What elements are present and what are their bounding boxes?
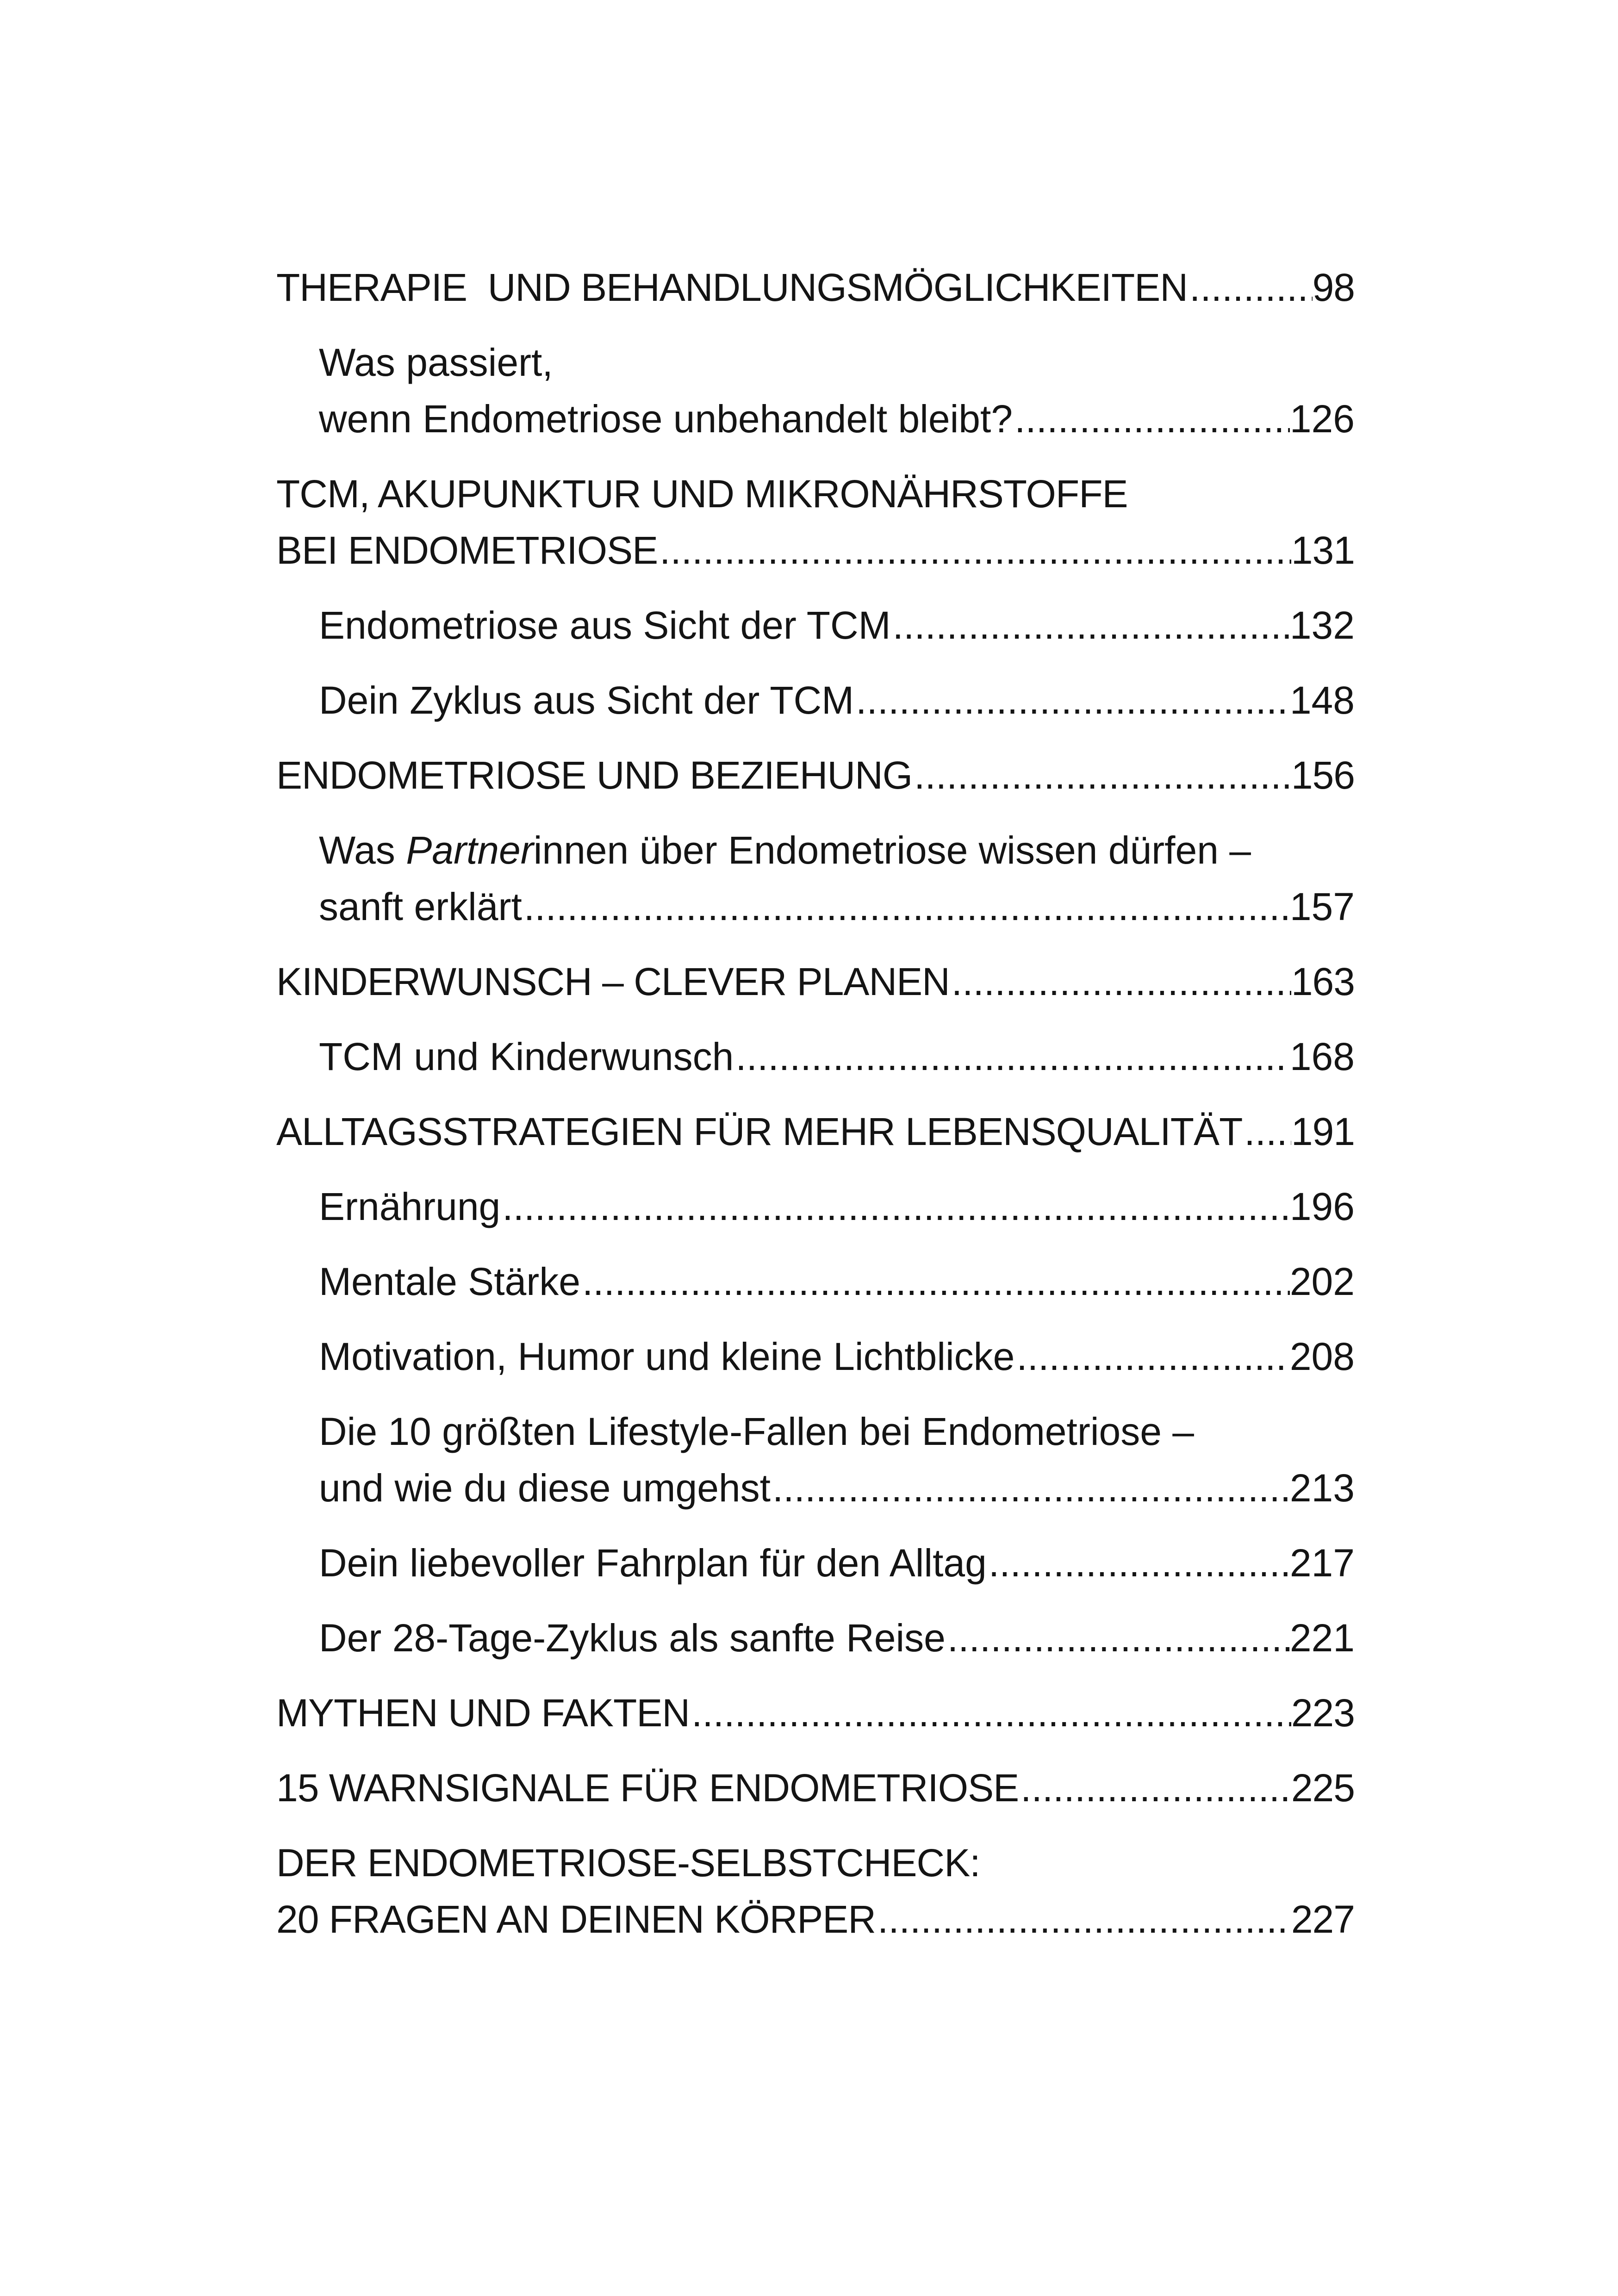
toc-chapter-entry[interactable] — [276, 1685, 1355, 1741]
dot-leader — [771, 1460, 1290, 1516]
dot-leader — [1188, 259, 1313, 316]
toc-entry-line — [319, 1328, 1355, 1385]
toc-page-number: 163 — [1291, 960, 1355, 1003]
toc-page-number: 225 — [1291, 1766, 1355, 1810]
toc-entry-title-part: innen über Endometriose wissen dürfen – — [533, 828, 1251, 872]
toc-entry-line — [276, 1685, 1355, 1741]
toc-entry-line — [319, 878, 1355, 935]
toc-entry-title-part: Was — [319, 828, 406, 872]
dot-leader — [1242, 1103, 1291, 1160]
toc-page-number: 168 — [1289, 1035, 1355, 1078]
dot-leader — [950, 953, 1291, 1010]
toc-entry-title: Dein liebevoller Fahrplan für den Alltag — [319, 1541, 987, 1585]
toc-entry-title: KINDERWUNSCH – CLEVER PLANEN — [276, 960, 950, 1003]
toc-section-entry[interactable] — [276, 1253, 1355, 1310]
dot-leader — [1014, 1328, 1289, 1385]
toc-entry-title: THERAPIE UND BEHANDLUNGSMÖGLICHKEITEN — [276, 266, 1188, 309]
toc-section-entry[interactable] — [276, 334, 1355, 447]
toc-entry-title: Motivation, Humor und kleine Lichtblicke — [319, 1335, 1015, 1378]
toc-chapter-entry[interactable] — [276, 1760, 1355, 1816]
toc-entry-line — [276, 259, 1355, 316]
toc-chapter-entry[interactable] — [276, 466, 1355, 579]
toc-entry-title: Endometriose aus Sicht der TCM — [319, 604, 891, 647]
toc-entry-title-italic: Partner — [406, 828, 534, 872]
toc-page-number: 213 — [1289, 1466, 1355, 1510]
toc-entry-line — [276, 953, 1355, 1010]
toc-page-number: 156 — [1291, 753, 1355, 797]
toc-entry-title: Der 28-Tage-Zyklus als sanfte Reise — [319, 1616, 946, 1660]
toc-page-number: 98 — [1312, 266, 1355, 309]
toc-entry-title — [319, 822, 1251, 878]
dot-leader — [987, 1535, 1290, 1591]
toc-entry-line — [276, 466, 1355, 522]
toc-entry-line — [276, 1891, 1355, 1948]
toc-page-number: 126 — [1289, 397, 1355, 441]
toc-chapter-entry[interactable] — [276, 953, 1355, 1010]
toc-page-number: 148 — [1289, 678, 1355, 722]
toc-entry-line — [276, 522, 1355, 579]
toc-entry-title: 20 FRAGEN AN DEINEN KÖRPER — [276, 1898, 876, 1941]
toc-entry-line — [319, 1178, 1355, 1235]
toc-page-number: 208 — [1289, 1335, 1355, 1378]
toc-page-number: 131 — [1291, 529, 1355, 572]
dot-leader — [891, 597, 1290, 653]
dot-leader — [946, 1610, 1290, 1666]
toc-entry-line — [319, 1403, 1355, 1460]
toc-entry-line — [319, 672, 1355, 728]
toc-page-number: 132 — [1289, 604, 1355, 647]
toc-entry-line — [319, 1460, 1355, 1516]
toc-section-entry[interactable] — [276, 1178, 1355, 1235]
dot-leader — [1013, 391, 1290, 447]
dot-leader — [876, 1891, 1291, 1948]
toc-entry-line — [319, 1028, 1355, 1085]
toc-entry-title: Die 10 größten Lifestyle-Fallen bei Endometriose – — [319, 1410, 1194, 1453]
toc-entry-line — [319, 822, 1355, 878]
toc-entry-title: Ernährung — [319, 1185, 501, 1228]
dot-leader — [912, 747, 1291, 803]
dot-leader — [854, 672, 1290, 728]
toc-entry-title: TCM und Kinderwunsch — [319, 1035, 734, 1078]
toc-entry-line — [319, 597, 1355, 653]
toc-section-entry[interactable] — [276, 1403, 1355, 1516]
toc-entry-line — [276, 1103, 1355, 1160]
toc-entry-title: MYTHEN UND FAKTEN — [276, 1691, 690, 1735]
toc-chapter-entry[interactable] — [276, 1835, 1355, 1948]
toc-page-number: 157 — [1289, 885, 1355, 928]
toc-entry-line — [276, 1760, 1355, 1816]
toc-chapter-entry[interactable] — [276, 259, 1355, 316]
toc-page-number: 221 — [1289, 1616, 1355, 1660]
toc-page-number: 227 — [1291, 1898, 1355, 1941]
toc-entry-line — [319, 1253, 1355, 1310]
toc-entry-line — [276, 1835, 1355, 1891]
toc-entry-line — [319, 1610, 1355, 1666]
toc-entry-title: TCM, AKUPUNKTUR UND MIKRONÄHRSTOFFE — [276, 472, 1128, 516]
toc-entry-line — [319, 334, 1355, 391]
toc-entry-title: wenn Endometriose unbehandelt bleibt? — [319, 397, 1013, 441]
dot-leader — [500, 1178, 1290, 1235]
toc-entry-title: und wie du diese umgehst — [319, 1466, 771, 1510]
toc-chapter-entry[interactable] — [276, 1103, 1355, 1160]
toc-entry-line — [319, 391, 1355, 447]
toc-page-number: 191 — [1291, 1110, 1355, 1153]
toc-entry-title: Dein Zyklus aus Sicht der TCM — [319, 678, 854, 722]
dot-leader — [734, 1028, 1289, 1085]
toc-section-entry[interactable] — [276, 1535, 1355, 1591]
toc-entry-line — [276, 747, 1355, 803]
dot-leader — [580, 1253, 1290, 1310]
toc-entry-title: DER ENDOMETRIOSE-SELBSTCHECK: — [276, 1841, 980, 1885]
toc-entry-title: Mentale Stärke — [319, 1260, 580, 1303]
toc-entry-title: 15 WARNSIGNALE FÜR ENDOMETRIOSE — [276, 1766, 1019, 1810]
toc-page-number: 202 — [1289, 1260, 1355, 1303]
toc-entry-title: ENDOMETRIOSE UND BEZIEHUNG — [276, 753, 913, 797]
toc-section-entry[interactable] — [276, 597, 1355, 653]
toc-page-number: 217 — [1289, 1541, 1355, 1585]
dot-leader — [522, 878, 1290, 935]
toc-entry-title: Was passiert, — [319, 341, 553, 384]
toc-section-entry[interactable] — [276, 672, 1355, 728]
toc-chapter-entry[interactable] — [276, 747, 1355, 803]
toc-section-entry[interactable] — [276, 1028, 1355, 1085]
dot-leader — [690, 1685, 1291, 1741]
toc-page-number: 196 — [1289, 1185, 1355, 1228]
toc-entry-title: sanft erklärt — [319, 885, 522, 928]
toc-entry-title: ALLTAGSSTRATEGIEN FÜR MEHR LEBENSQUALITÄT — [276, 1110, 1243, 1153]
toc-entry-line — [319, 1535, 1355, 1591]
dot-leader — [1019, 1760, 1291, 1816]
toc-page-number: 223 — [1291, 1691, 1355, 1735]
dot-leader — [658, 522, 1291, 579]
toc-entry-title: BEI ENDOMETRIOSE — [276, 529, 658, 572]
toc-section-entry[interactable] — [276, 1328, 1355, 1385]
toc-section-entry[interactable] — [276, 1610, 1355, 1666]
table-of-contents — [276, 259, 1355, 1966]
toc-section-entry[interactable] — [276, 822, 1355, 935]
